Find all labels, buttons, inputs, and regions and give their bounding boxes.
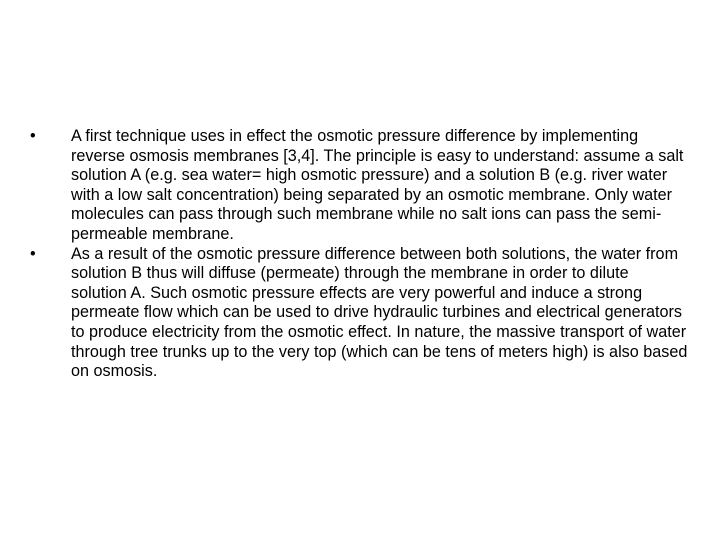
bullet-list — [28, 127, 688, 382]
bullet-item-1 — [28, 127, 688, 245]
bullet-dot-icon: • — [30, 244, 36, 263]
bullet-item-2 — [28, 245, 688, 382]
bullet-text-1: A first technique uses in effect the osmotic pressure difference by implementing reverse osmosis membranes [3,4]. The principle is easy to understand: assume a salt solution A (e.g. sea water= high osmotic pressure) and a solution B (e.g. river water with a low salt concentration) being separated by an osmotic membrane. Only water molecules can pass through such membrane while no salt ions can pass the semi-permeable membrane. — [71, 127, 684, 243]
bullet-dot-icon: • — [30, 127, 36, 145]
bullet-text-2: As a result of the osmotic pressure difference between both solutions, the water from solution B thus will diffuse (permeate) through the membrane in order to dilute solution A. Such osmotic pressure effects are very powerful and induce a strong permeate flow which can be used to drive hydraulic turbines and electrical generators to produce electricity from the osmotic effect. In nature, the massive transport of water through tree trunks up to the very top (which can be tens of meters high) is also based on osmosis. — [71, 244, 688, 381]
